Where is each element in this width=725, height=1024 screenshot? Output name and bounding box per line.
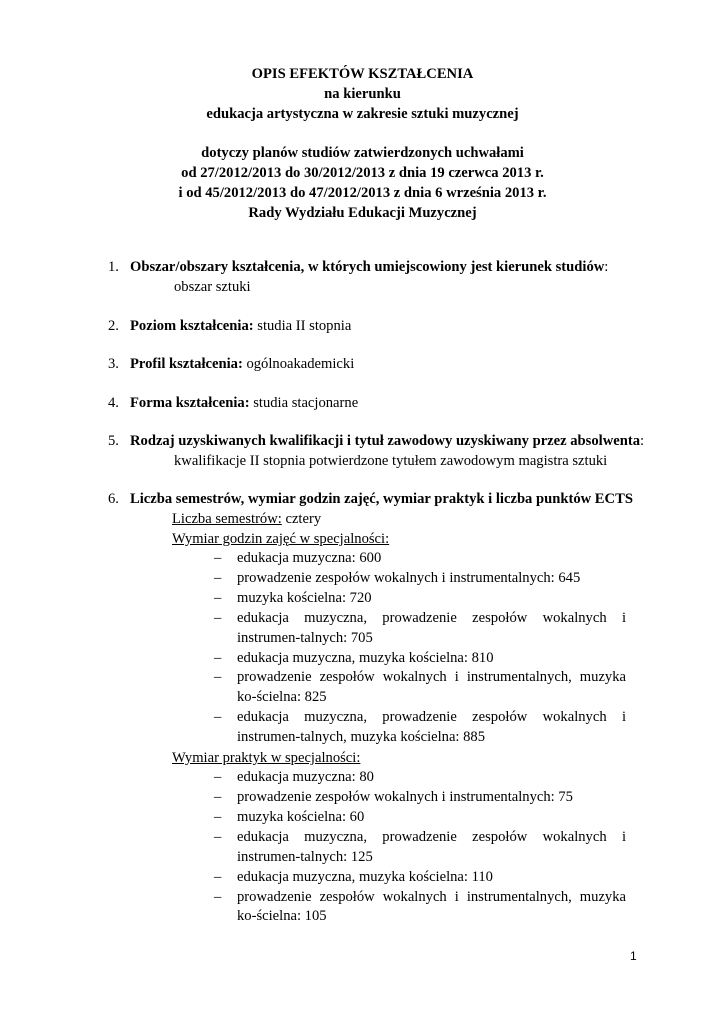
section-value: kwalifikacje II stopnia potwierdzone tytułem zawodowym magistra sztuki <box>174 453 608 469</box>
section-value: studia stacjonarne <box>249 395 359 411</box>
semesters-line <box>172 509 668 529</box>
section-value: ogólnoakademicki <box>242 356 355 372</box>
dash-bullet: – <box>214 788 222 805</box>
dash-bullet: – <box>214 769 222 786</box>
list-item: – edukacja muzyczna: 80 <box>214 768 626 788</box>
section-1: 1. Obszar/obszary kształcenia, w których umiejscowiony jest kierunek studiów: obszar sztuki <box>108 257 648 297</box>
section-label: Profil kształcenia: <box>130 356 243 372</box>
section-number: 2. <box>108 318 119 334</box>
dash-bullet: – <box>214 808 222 825</box>
dash-bullet: – <box>214 609 222 626</box>
section-4 <box>108 393 648 413</box>
section-value: studia II stopnia <box>253 318 352 334</box>
list-item: – edukacja muzyczna, prowadzenie zespołów wokalnych i instrumen-talnych: 705 <box>214 609 626 646</box>
dash-bullet: – <box>214 550 222 566</box>
dash-bullet: – <box>214 888 222 905</box>
list-item: – edukacja muzyczna, prowadzenie zespołów wokalnych i instrumen-talnych, muzyka kościelna: 885 <box>214 709 626 746</box>
section-number: 3. <box>108 356 119 372</box>
practice-list <box>214 768 626 927</box>
section-value: obszar sztuki <box>174 279 251 295</box>
semesters-label: Liczba semestrów: <box>172 511 282 527</box>
section-label: Obszar/obszary kształcenia, w których umiejscowiony jest kierunek studiów <box>130 259 605 275</box>
section-number: 6. <box>108 491 119 507</box>
hours-label: Wymiar godzin zajęć w specjalności: <box>172 531 390 547</box>
list-item: – prowadzenie zespołów wokalnych i instrumentalnych: 645 <box>214 569 626 589</box>
list-item: – muzyka kościelna: 60 <box>214 808 626 828</box>
header-subtitle: na kierunku <box>324 85 401 102</box>
header-resolution-range-2: i od 45/2012/2013 do 47/2012/2013 z dnia 6 września 2013 r. <box>178 184 547 201</box>
section-5: 5. Rodzaj uzyskiwanych kwalifikacji i tytuł zawodowy uzyskiwany przez absolwenta: kwalifikacje II stopnia potwierdzone tytułem zawodowym magistra sztuki <box>108 431 648 471</box>
header-resolution-intro: dotyczy planów studiów zatwierdzonych uchwałami <box>201 145 524 162</box>
list-item: – prowadzenie zespołów wokalnych i instrumentalnych: 75 <box>214 788 626 808</box>
list-item: – edukacja muzyczna, muzyka kościelna: 810 <box>214 649 626 669</box>
semesters-value: cztery <box>281 511 322 527</box>
header-council: Rady Wydziału Edukacji Muzycznej <box>248 204 477 221</box>
list-item: – prowadzenie zespołów wokalnych i instrumentalnych, muzyka ko-ścielna: 825 <box>214 669 626 706</box>
practice-label: Wymiar praktyk w specjalności: <box>172 750 361 767</box>
section-6 <box>108 489 668 927</box>
list-item: – edukacja muzyczna: 600 <box>214 549 626 569</box>
dash-bullet: – <box>214 868 222 885</box>
list-item: – edukacja muzyczna, prowadzenie zespołów wokalnych i instrumen-talnych: 125 <box>214 828 626 865</box>
section-3 <box>108 354 648 374</box>
section-2 <box>108 316 648 336</box>
list-item: – edukacja muzyczna, muzyka kościelna: 110 <box>214 868 626 888</box>
dash-bullet: – <box>214 589 222 606</box>
section-label: Poziom kształcenia: <box>130 318 254 334</box>
dash-bullet: – <box>214 828 222 845</box>
dash-bullet: – <box>214 569 222 586</box>
section-label: Rodzaj uzyskiwanych kwalifikacji i tytuł zawodowy uzyskiwany przez absolwenta <box>130 433 640 449</box>
list-item: – prowadzenie zespołów wokalnych i instrumentalnych, muzyka ko-ścielna: 105 <box>214 888 626 925</box>
hours-list <box>214 549 626 748</box>
header-title: OPIS EFEKTÓW KSZTAŁCENIA <box>251 66 474 82</box>
section-number: 4. <box>108 395 119 411</box>
dash-bullet: – <box>214 649 222 666</box>
section-label: Liczba semestrów, wymiar godzin zajęć, wymiar praktyk i liczba punktów ECTS <box>130 491 633 507</box>
list-item: – muzyka kościelna: 720 <box>214 589 626 609</box>
dash-bullet: – <box>214 709 222 726</box>
dash-bullet: – <box>214 669 222 686</box>
section-number: 1. <box>108 259 119 275</box>
section-label: Forma kształcenia: <box>130 395 250 411</box>
document-header <box>0 65 725 224</box>
section-number: 5. <box>108 433 119 449</box>
header-resolution-range-1: od 27/2012/2013 do 30/2012/2013 z dnia 19 czerwca 2013 r. <box>181 165 544 182</box>
header-field-of-study: edukacja artystyczna w zakresie sztuki muzycznej <box>206 105 519 122</box>
page-number: 1 <box>630 949 637 963</box>
